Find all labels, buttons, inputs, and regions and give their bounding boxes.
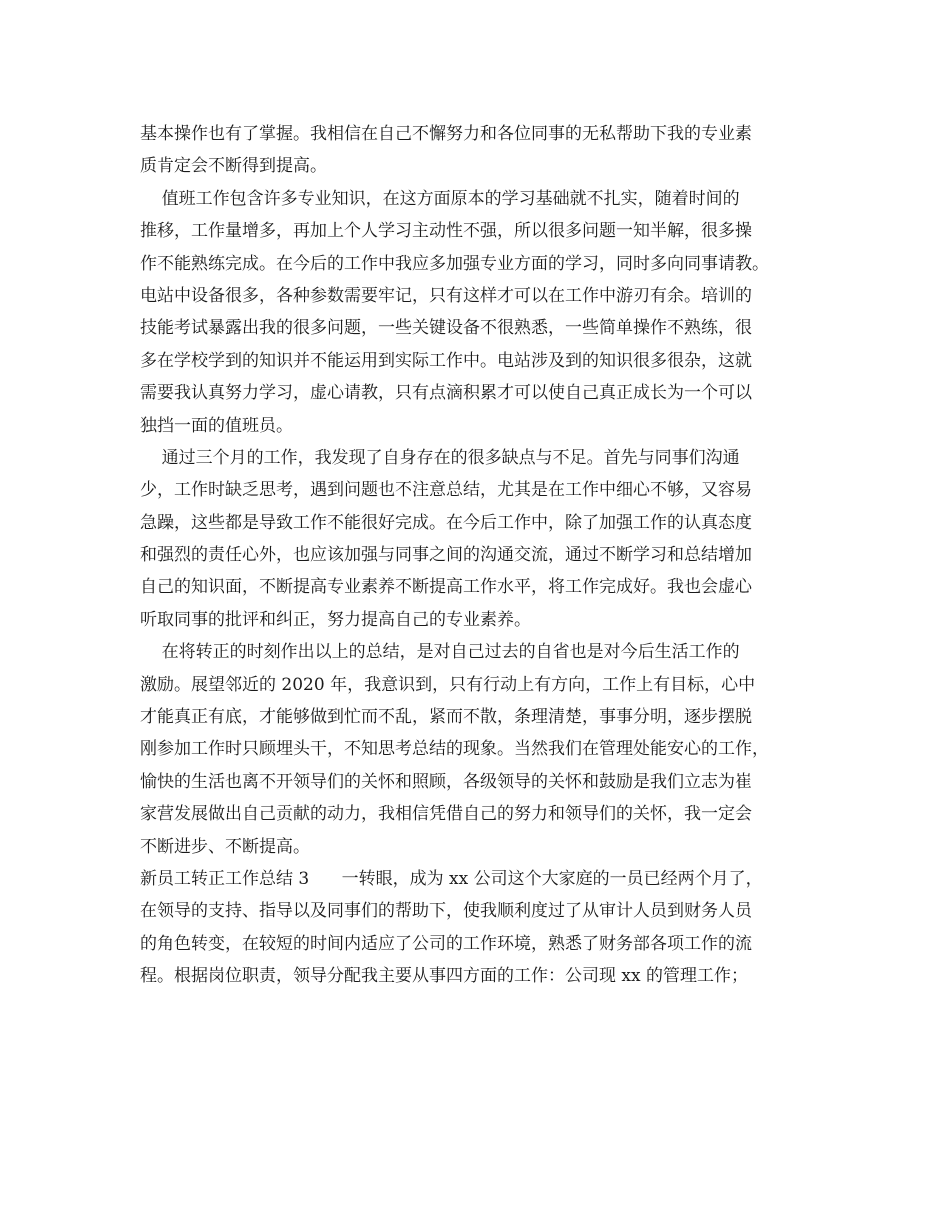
text-line: 值班工作包含许多专业知识，在这方面原本的学习基础就不扎实，随着时间的 bbox=[140, 188, 740, 209]
text-line: 不断进步、不断提高。 bbox=[140, 836, 310, 857]
text-line: 少，工作时缺乏思考，遇到问题也不注意总结，尤其是在工作中细心不够，又容易 bbox=[140, 480, 752, 501]
text-line: 激励。展望邻近的 2020 年，我意识到，只有行动上有方向，工作上有目标，心中 bbox=[140, 674, 756, 695]
text-line: 程。根据岗位职责，领导分配我主要从事四方面的工作：公司现 xx 的管理工作； bbox=[140, 966, 748, 987]
text-line: 在将转正的时刻作出以上的总结，是对自己过去的自省也是对今后生活工作的 bbox=[140, 642, 740, 663]
text-line: 在领导的支持、指导以及同事们的帮助下，使我顺利度过了从审计人员到财务人员 bbox=[140, 901, 752, 922]
text-line: 家营发展做出自己贡献的动力，我相信凭借自己的努力和领导们的关怀，我一定会 bbox=[140, 804, 752, 825]
text-line: 独挡一面的值班员。 bbox=[140, 415, 293, 436]
text-line: 的角色转变，在较短的时间内适应了公司的工作环境，熟悉了财务部各项工作的流 bbox=[140, 933, 752, 954]
text-line: 和强烈的责任心外，也应该加强与同事之间的沟通交流，通过不断学习和总结增加 bbox=[140, 545, 752, 566]
text-line: 作不能熟练完成。在今后的工作中我应多加强专业方面的学习，同时多向同事请教。 bbox=[140, 253, 769, 274]
text-line: 才能真正有底，才能够做到忙而不乱，紧而不散，条理清楚，事事分明，逐步摆脱 bbox=[140, 707, 752, 728]
text-line: 新员工转正工作总结 3 一转眼，成为 xx 公司这个大家庭的一员已经两个月了， bbox=[140, 868, 763, 889]
text-line: 多在学校学到的知识并不能运用到实际工作中。电站涉及到的知识很多很杂，这就 bbox=[140, 350, 752, 371]
text-line: 推移，工作量增多，再加上个人学习主动性不强，所以很多问题一知半解，很多操 bbox=[140, 221, 752, 242]
document-body bbox=[140, 118, 820, 993]
text-line: 技能考试暴露出我的很多问题，一些关键设备不很熟悉，一些简单操作不熟练，很 bbox=[140, 318, 752, 339]
text-line: 愉快的生活也离不开领导们的关怀和照顾，各级领导的关怀和鼓励是我们立志为崔 bbox=[140, 771, 752, 792]
text-line: 基本操作也有了掌握。我相信在自己不懈努力和各位同事的无私帮助下我的专业素 bbox=[140, 124, 752, 144]
text-line: 刚参加工作时只顾埋头干，不知思考总结的现象。当然我们在管理处能安心的工作， bbox=[140, 739, 769, 760]
text-line: 需要我认真努力学习，虚心请教，只有点滴积累才可以使自己真正成长为一个可以 bbox=[140, 383, 752, 404]
text-line: 听取同事的批评和纠正，努力提高自己的专业素养。 bbox=[140, 609, 531, 630]
text-line: 自己的知识面，不断提高专业素养不断提高工作水平，将工作完成好。我也会虚心 bbox=[140, 577, 752, 598]
text-line: 质肯定会不断得到提高。 bbox=[140, 156, 327, 177]
text-line: 电站中设备很多，各种参数需要牢记，只有这样才可以在工作中游刃有余。培训的 bbox=[140, 285, 752, 306]
text-line: 急躁，这些都是导致工作不能很好完成。在今后工作中，除了加强工作的认真态度 bbox=[140, 512, 752, 533]
text-line: 通过三个月的工作，我发现了自身存在的很多缺点与不足。首先与同事们沟通 bbox=[140, 447, 740, 468]
